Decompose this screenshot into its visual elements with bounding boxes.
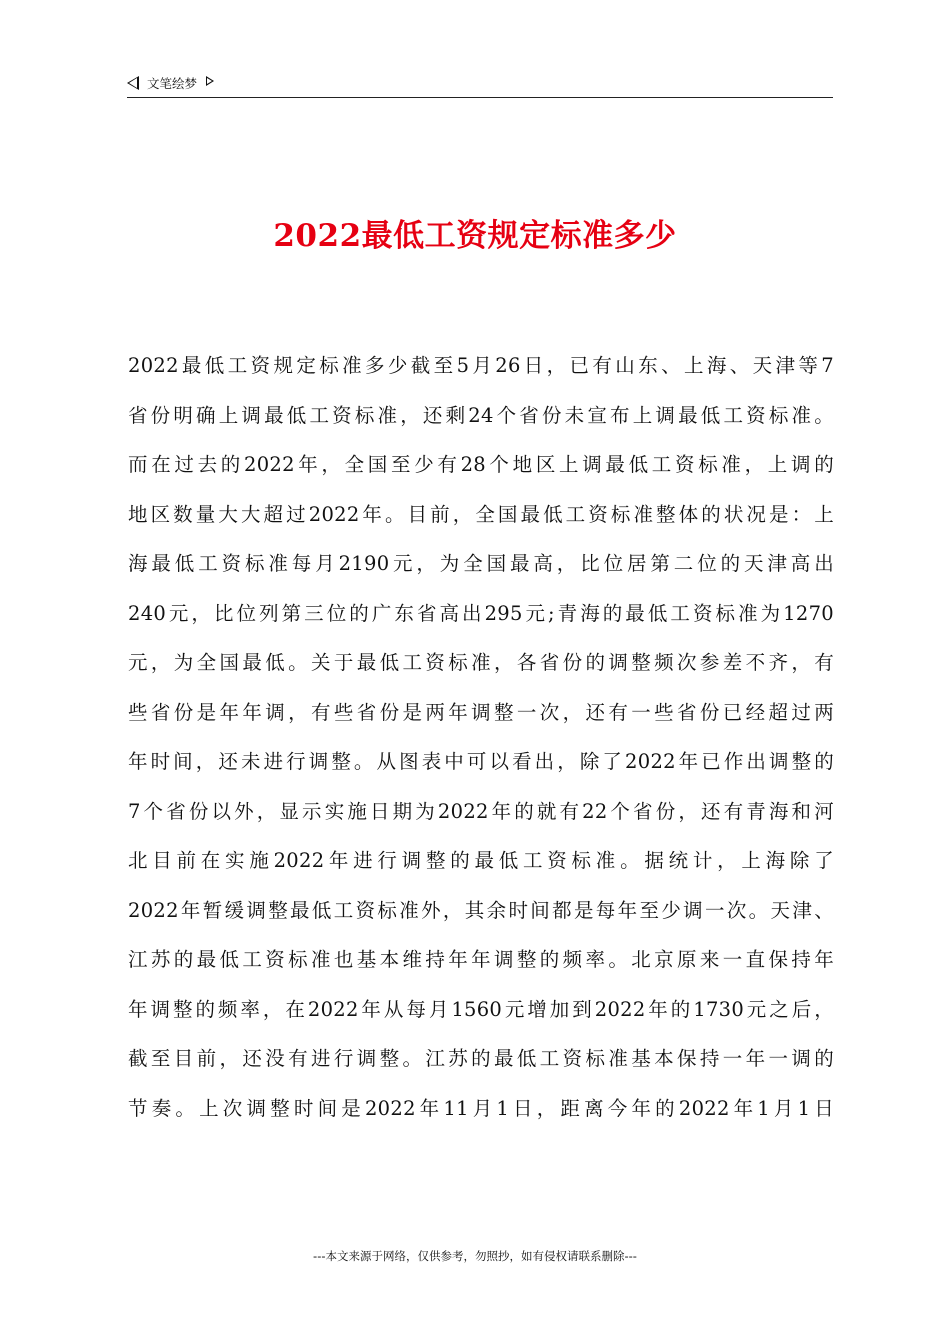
footer-disclaimer: ---本文来源于网络，仅供参考，勿照抄，如有侵权请联系删除--- (313, 1249, 637, 1263)
triangle-right-icon (206, 76, 214, 86)
body-line: 截至目前，还没有进行调整。江苏的最低工资标准基本保持一年一调的 (128, 1047, 834, 1070)
body-line: 240元，比位列第三位的广东省高出295元;青海的最低工资标准为1270 (128, 601, 834, 625)
document-body (128, 350, 834, 1142)
body-line: 地区数量大大超过2022年。目前，全国最低工资标准整体的状况是：上 (128, 502, 834, 526)
body-line: 元，为全国最低。关于最低工资标准，各省份的调整频次参差不齐，有 (128, 651, 834, 674)
body-line: 年调整的频率，在2022年从每月1560元增加到2022年的1730元之后， (128, 997, 834, 1021)
body-line: 海最低工资标准每月2190元，为全国最高，比位居第二位的天津高出 (128, 552, 834, 575)
body-line: 江苏的最低工资标准也基本维持年年调整的频率。北京原来一直保持年 (128, 948, 834, 971)
body-line: 2022最低工资规定标准多少截至5月26日，已有山东、上海、天津等7 (128, 354, 834, 377)
header-brand (127, 74, 214, 92)
triangle-left-icon (127, 76, 139, 90)
body-line: 省份明确上调最低工资标准，还剩24个省份未宣布上调最低工资标准。 (128, 403, 834, 427)
body-line: 而在过去的2022年，全国至少有28个地区上调最低工资标准，上调的 (128, 453, 834, 476)
brand-label: 文笔绘梦 (147, 76, 198, 91)
page-header (127, 72, 833, 98)
body-line: 7个省份以外，显示实施日期为2022年的就有22个省份，还有青海和河 (128, 799, 834, 823)
body-line: 年时间，还未进行调整。从图表中可以看出，除了2022年已作出调整的 (128, 750, 834, 773)
body-line: 2022年暂缓调整最低工资标准外，其余时间都是每年至少调一次。天津、 (128, 898, 834, 922)
body-line: 北目前在实施2022年进行调整的最低工资标准。据统计，上海除了 (128, 849, 834, 872)
body-line: 些省份是年年调，有些省份是两年调整一次，还有一些省份已经超过两 (128, 700, 834, 724)
document-title: 2022最低工资规定标准多少 (273, 218, 677, 254)
body-line: 节奏。上次调整时间是2022年11月1日，距离今年的2022年1月1日 (128, 1096, 834, 1120)
